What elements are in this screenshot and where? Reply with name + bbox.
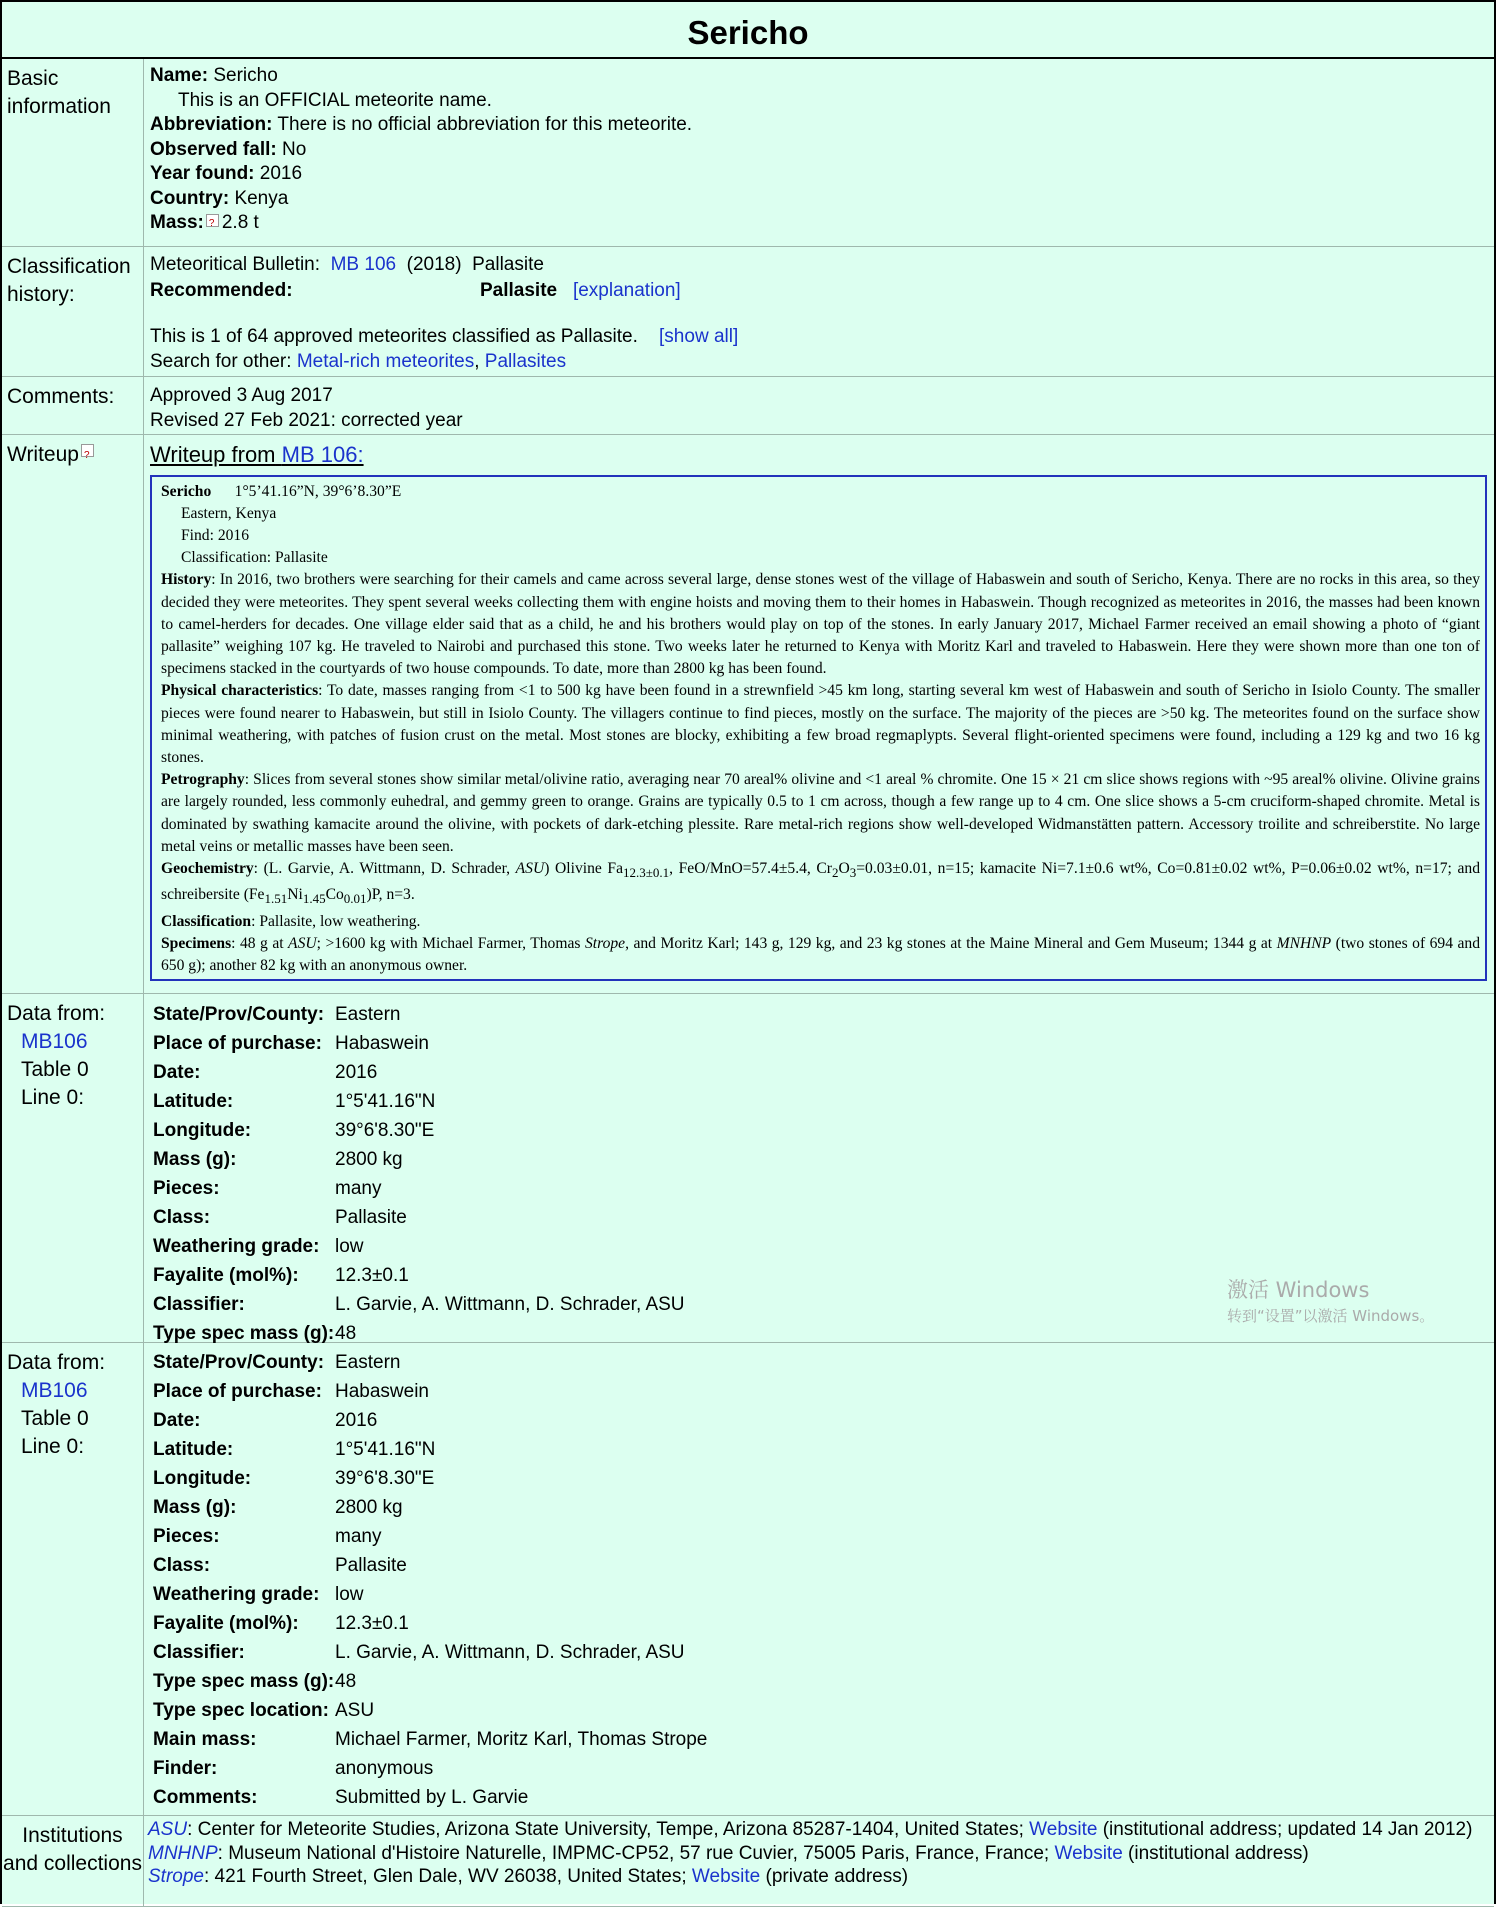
writeup-row (2, 435, 1494, 994)
data-value: many (335, 1526, 382, 1547)
data-value: 48 (335, 1671, 357, 1692)
institution-item (148, 1842, 1472, 1866)
watermark-line2: 转到“设置”以激活 Windows。 (1227, 1307, 1435, 1325)
geochemistry-paragraph (161, 858, 1480, 911)
data-key: Weathering grade: (153, 1584, 320, 1605)
spec-text-d: (two stones of 694 and 650 g); another 82 kg with an anonymous owner. (161, 934, 1480, 974)
data-value: Eastern (335, 1352, 401, 1373)
institution-abbr[interactable]: ASU (148, 1819, 188, 1840)
geo-text-f: )P, n=3. (366, 886, 415, 904)
data-value: Submitted by L. Garvie (335, 1787, 529, 1808)
bulletin-class: Pallasite (472, 254, 544, 275)
writeup-box (150, 475, 1487, 982)
data-key: Mass (g): (153, 1149, 237, 1170)
data-value: anonymous (335, 1758, 434, 1779)
data-from-label-1 (2, 994, 144, 1342)
history-text: : In 2016, two brothers were searching for their camels and came across several large, dense stones west of the village of Habaswein and south of Sericho, Kenya. There are no rocks in this area, so they decided they were meteorites. They spent several weeks collecting them with engine hoists and moving them to their homes in Habaswein. Though recognized as meteorites in 2016, the masses had been known to camel-herders for decades. One village elder said that as a child, he and his brothers would play on top of the stones. In early January 2017, Michael Farmer received an email showing a photo of “giant pallasite” weighing 107 kg. He traveled to Nairobi and purchased this stone. Two weeks later he returned to Kenya with Moritz Karl and traveled to Habaswein. Here they were shown more than one ton of specimens stacked in the courtyards of two house compounds. To date, more than 2800 kg has been found. (161, 571, 1480, 678)
spec-text-a: : 48 g at (231, 934, 289, 952)
comments-row (2, 377, 1494, 435)
data-value: 2800 kg (335, 1149, 403, 1170)
history-key: History (161, 571, 212, 589)
data-value: Habaswein (335, 1033, 429, 1054)
abbreviation-value: There is no official abbreviation for this meteorite. (277, 114, 693, 135)
metal-rich-link[interactable]: Metal-rich meteorites (296, 350, 475, 372)
data-from-text: Data from: (7, 1351, 106, 1374)
writeup-label (2, 435, 144, 993)
data-value: L. Garvie, A. Wittmann, D. Schrader, ASU (335, 1294, 685, 1315)
geo-asu: ASU (515, 859, 545, 877)
data-value: 2016 (335, 1410, 378, 1431)
data-grid-2 (150, 1346, 1488, 1812)
data-value: low (335, 1584, 364, 1605)
page-title: Sericho (2, 2, 1494, 59)
data-value: Eastern (335, 1004, 401, 1025)
data-value: L. Garvie, A. Wittmann, D. Schrader, ASU (335, 1642, 685, 1663)
petrography-paragraph (161, 769, 1480, 858)
data-value: 12.3±0.1 (335, 1613, 409, 1634)
bulletin-label: Meteoritical Bulletin: (150, 254, 321, 275)
data-from-label-2 (2, 1343, 144, 1815)
mb106-link[interactable]: MB 106 (330, 254, 397, 275)
abbreviation-key: Abbreviation: (150, 114, 273, 135)
basic-info-content (144, 59, 1494, 246)
spec-strope: Strope (584, 934, 626, 952)
specimens-key: Specimens (161, 934, 232, 952)
website-link[interactable]: Website (691, 1866, 761, 1887)
institution-note: (institutional address; updated 14 Jan 2012) (1097, 1819, 1473, 1840)
classification-label (2, 247, 144, 376)
geo-text-d: =0.03±0.01, n=15; kamacite Ni=7.1±0.6 wt%, Co=0.81±0.02 wt%, P=0.06±0.02 wt%, n=17; and schreibersite (Fe (161, 859, 1481, 904)
classification-content (144, 247, 1494, 376)
data-key: Weathering grade: (153, 1236, 320, 1257)
history-paragraph (161, 569, 1480, 680)
data-key: Longitude: (153, 1120, 252, 1141)
data-key: Type spec mass (g): (153, 1323, 335, 1344)
physical-paragraph (161, 680, 1480, 769)
classification-key: Classification (161, 912, 252, 930)
data-value: 1°5'41.16"N (335, 1091, 436, 1112)
comments-label: Comments: (2, 377, 144, 434)
institution-note: (institutional address) (1122, 1842, 1309, 1864)
data-key: Longitude: (153, 1468, 252, 1489)
table-label: Table 0 (21, 1058, 89, 1081)
institution-address: : Center for Meteorite Studies, Arizona State University, Tempe, Arizona 85287-1404, United States; (187, 1819, 1030, 1840)
writeup-label-text: Writeup (7, 443, 79, 466)
geo-fa-sub: 12.3±0.1 (623, 865, 670, 881)
geo-co: Co (325, 886, 344, 904)
geo-fe-sub: 1.51 (264, 891, 288, 907)
geo-o: O (838, 859, 850, 877)
year-found-key: Year found: (150, 163, 255, 184)
explanation-link[interactable]: [explanation] (572, 279, 681, 301)
spec-mnhnp: MNHNP (1276, 934, 1332, 952)
classification-text: : Pallasite, low weathering. (251, 912, 421, 930)
website-link[interactable]: Website (1054, 1842, 1123, 1864)
help-icon[interactable] (81, 444, 94, 457)
line-label: Line 0: (21, 1435, 85, 1458)
institution-item (148, 1818, 1472, 1842)
data-key: Latitude: (153, 1439, 234, 1460)
line-label: Line 0: (21, 1086, 85, 1109)
institutions-row (2, 1816, 1494, 1907)
comments-content (144, 377, 1494, 434)
data-from-text: Data from: (7, 1002, 106, 1025)
data-key: Date: (153, 1410, 201, 1431)
data-value: 39°6'8.30"E (335, 1120, 435, 1141)
geo-o-sub: 3 (849, 865, 857, 881)
country-value: Kenya (234, 187, 289, 209)
data-key: Latitude: (153, 1091, 234, 1112)
data-value: ASU (335, 1700, 375, 1721)
data-key: Finder: (153, 1758, 218, 1779)
data-value: 48 (335, 1323, 357, 1344)
geo-ni-sub: 1.45 (302, 891, 326, 907)
specimens-paragraph (161, 933, 1480, 977)
name-key: Name: (150, 65, 209, 86)
observed-fall-key: Observed fall: (150, 138, 277, 160)
geo-cr-sub: 2 (831, 865, 839, 881)
data-key: Classifier: (153, 1642, 245, 1663)
mb106-table-link[interactable]: MB106 (21, 1379, 88, 1402)
writeup-title (150, 443, 1494, 468)
institution-abbr[interactable]: Strope (148, 1866, 204, 1887)
show-all-link[interactable]: [show all] (659, 326, 739, 347)
writeup-find: Find: 2016 (181, 526, 250, 544)
search-label: Search for other: (150, 350, 292, 372)
geochemistry-key: Geochemistry (161, 859, 254, 877)
name-value: Sericho (213, 65, 278, 86)
official-note: This is an OFFICIAL meteorite name. (178, 89, 492, 111)
institutions-label: Institutions and collections (2, 1816, 144, 1906)
data-key: Mass (g): (153, 1497, 237, 1518)
website-link[interactable]: Website (1029, 1819, 1098, 1840)
writeup-title-text: Writeup from (150, 442, 276, 467)
data-key: Pieces: (153, 1526, 220, 1547)
data-key: State/Prov/County: (153, 1352, 325, 1373)
data-key: Place of purchase: (153, 1033, 322, 1054)
data-key: Type spec location: (153, 1700, 329, 1721)
petrography-key: Petrography (161, 771, 245, 789)
data-key: Type spec mass (g): (153, 1671, 335, 1692)
institution-item (148, 1865, 1472, 1889)
data-key: Pieces: (153, 1178, 220, 1199)
mb106-table-link[interactable]: MB106 (21, 1030, 88, 1053)
data-from-row-2 (2, 1343, 1494, 1816)
data-key: Comments: (153, 1787, 258, 1808)
country-key: Country: (150, 187, 230, 209)
data-key: Fayalite (mol%): (153, 1265, 299, 1286)
classification-label-text: Classification history: (7, 255, 131, 306)
watermark-line1: 激活 Windows (1227, 1278, 1370, 1302)
data-key: Fayalite (mol%): (153, 1613, 299, 1634)
spec-asu: ASU (288, 934, 317, 952)
basic-info-label: Basic information (2, 59, 144, 246)
spec-text-c: , and Moritz Karl; 143 g, 129 kg, and 23 kg stones at the Maine Mineral and Gem Museum; 1344 g at (625, 934, 1277, 952)
mass-key: Mass: (150, 212, 204, 233)
observed-fall-value: No (282, 138, 307, 160)
geo-co-sub: 0.01 (343, 891, 367, 907)
recommended-value: Pallasite (480, 279, 558, 301)
data-key: Class: (153, 1555, 211, 1576)
writeup-classification: Classification: Pallasite (181, 549, 328, 567)
geo-text-a: : (L. Garvie, A. Wittmann, D. Schrader, (253, 859, 516, 877)
year-found-value: 2016 (259, 163, 303, 184)
data-value: 12.3±0.1 (335, 1265, 409, 1286)
writeup-mb106-link[interactable]: MB 106: (281, 442, 364, 467)
table-label: Table 0 (21, 1407, 89, 1430)
data-value: many (335, 1178, 382, 1199)
classification-row (2, 247, 1494, 377)
data-value: 39°6'8.30"E (335, 1468, 435, 1489)
data-value: low (335, 1236, 364, 1257)
institution-address: : 421 Fourth Street, Glen Dale, WV 26038, United States; (203, 1866, 692, 1887)
physical-text: : To date, masses ranging from <1 to 500 kg have been found in a strewnfield >45 km long, starting several km west of Habaswein and south of Sericho in Isiolo County. The smaller pieces were found nearer to Habaswein, but still in Isiolo County. The villagers continue to find pieces, mostly on the surface. The majority of the pieces are >50 kg. The meteorites found on the surface show minimal weathering, with patches of fusion crust on the metal. Most stones are blocky, exhibiting a few broad regmaplypts. Several flight-oriented specimens were found, including a 129 kg and two 16 kg stones. (161, 682, 1480, 766)
class-count-text: This is 1 of 64 approved meteorites classified as Pallasite. (150, 326, 638, 347)
separator: , (474, 350, 480, 372)
data-value: Michael Farmer, Moritz Karl, Thomas Strope (335, 1729, 708, 1750)
comment-approved: Approved 3 Aug 2017 (150, 385, 333, 406)
institution-note: (private address) (760, 1866, 909, 1887)
mass-value: 2.8 t (221, 212, 259, 233)
data-value: Pallasite (335, 1207, 407, 1228)
recommended-key: Recommended: (150, 279, 293, 301)
writeup-location: Eastern, Kenya (181, 504, 277, 522)
data-value: Habaswein (335, 1381, 429, 1402)
data-key: State/Prov/County: (153, 1004, 325, 1025)
institution-abbr[interactable]: MNHNP (148, 1842, 218, 1864)
data-value: 2016 (335, 1062, 378, 1083)
writeup-coords: 1°5’41.16”N, 39°6’8.30”E (234, 482, 402, 500)
institution-address: : Museum National d'Histoire Naturelle, IMPMC-CP52, 57 rue Cuvier, 75005 Paris, France, France; (217, 1842, 1055, 1864)
geo-text-b: ) Olivine Fa (544, 859, 623, 877)
comment-revised: Revised 27 Feb 2021: corrected year (150, 409, 463, 431)
data-value: 2800 kg (335, 1497, 403, 1518)
data-key: Date: (153, 1062, 201, 1083)
geo-text-c: , FeO/MnO=57.4±5.4, Cr (669, 859, 832, 877)
data-key: Main mass: (153, 1729, 257, 1750)
data-value: 1°5'41.16"N (335, 1439, 436, 1460)
writeup-head-name: Sericho (161, 482, 212, 500)
geo-ni: Ni (287, 886, 303, 904)
petrography-text: : Slices from several stones show similar metal/olivine ratio, averaging near 70 areal% olivine and <1 areal % chromite. One 15 × 21 cm slice shows regions with ~95 areal% olivine. Olivine grains are largely rounded, less commonly euhedral, and gemmy green to orange. Grains are typically 0.5 to 1 cm across, though a few range up to 4 cm. One slice shows a 5-cm cruciform-shaped chromite. Metal is dominated by swathing kamacite around the olivine, with pockets of dark-etching plessite. Rare metal-rich regions show well-developed Widmanstätten pattern. Accessory troilite and schreiberstite. No large metal veins or metallic masses have been seen. (161, 771, 1480, 855)
help-icon[interactable] (206, 214, 219, 227)
bulletin-year: (2018) (406, 254, 462, 275)
data-key: Classifier: (153, 1294, 245, 1315)
spec-text-b: ; >1600 kg with Michael Farmer, Thomas (316, 934, 585, 952)
data-value: Pallasite (335, 1555, 407, 1576)
classification-paragraph (161, 911, 1480, 933)
data-key: Place of purchase: (153, 1381, 322, 1402)
writeup-content (144, 435, 1494, 993)
data-key: Class: (153, 1207, 211, 1228)
physical-key: Physical characteristics (161, 682, 319, 700)
institutions-list (144, 1816, 1476, 1906)
pallasites-link[interactable]: Pallasites (484, 350, 567, 372)
data-table-2 (144, 1343, 1494, 1815)
basic-info-row (2, 59, 1494, 247)
